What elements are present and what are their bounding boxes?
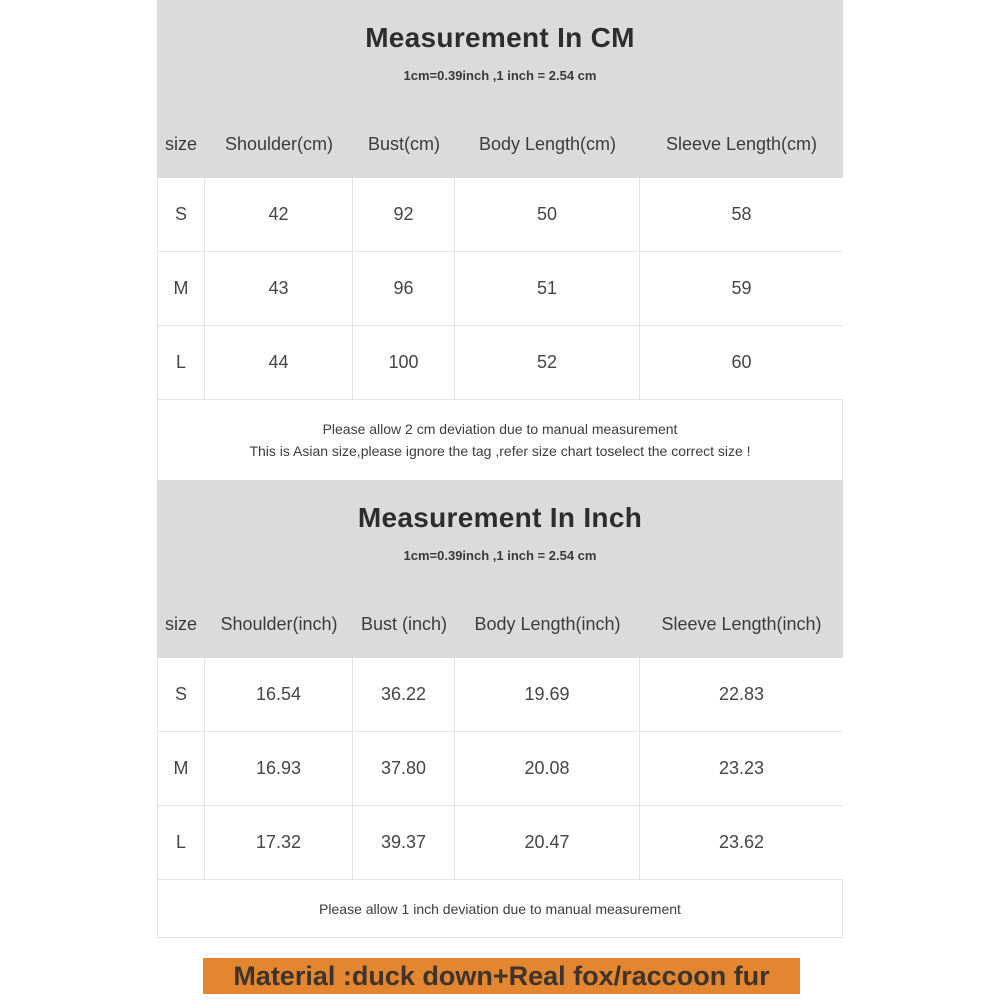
inch-col-size: size (164, 613, 197, 634)
inch-s-bust: 36.22 (353, 658, 455, 732)
inch-col-shoulder: Shoulder(inch) (220, 613, 338, 634)
cm-m-body-length: 51 (455, 252, 640, 326)
cm-l-shoulder: 44 (205, 326, 353, 400)
table-row (157, 658, 843, 732)
cm-m-shoulder: 43 (205, 252, 353, 326)
inch-conversion-note: 1cm=0.39inch ,1 inch = 2.54 cm (403, 548, 597, 563)
cm-section-title: Measurement In CM (365, 22, 635, 53)
inch-m-body-length: 20.08 (455, 732, 640, 806)
inch-notes (157, 880, 843, 938)
cm-l-bust: 100 (353, 326, 455, 400)
cm-s-sleeve-length: 58 (640, 178, 843, 252)
cm-section-title-block (157, 0, 843, 110)
cm-table-body (157, 178, 843, 400)
asian-size-note: This is Asian size,please ignore the tag ,refer size chart toselect the correct size ! (249, 443, 751, 459)
cm-m-size: M (157, 252, 205, 326)
cm-col-body-length: Body Length(cm) (478, 133, 617, 154)
inch-s-body-length: 19.69 (455, 658, 640, 732)
table-row (157, 326, 843, 400)
inch-l-shoulder: 17.32 (205, 806, 353, 880)
cm-conversion-note: 1cm=0.39inch ,1 inch = 2.54 cm (403, 68, 597, 83)
inch-col-bust: Bust (inch) (360, 613, 448, 634)
inch-s-size: S (157, 658, 205, 732)
table-row (157, 732, 843, 806)
cm-s-shoulder: 42 (205, 178, 353, 252)
table-row (157, 252, 843, 326)
cm-m-sleeve-length: 59 (640, 252, 843, 326)
cm-m-bust: 96 (353, 252, 455, 326)
inch-l-size: L (157, 806, 205, 880)
cm-table-column-headers (157, 110, 843, 178)
cm-l-body-length: 52 (455, 326, 640, 400)
inch-deviation-note: Please allow 1 inch deviation due to manual measurement (319, 900, 681, 917)
cm-col-size: size (164, 133, 197, 154)
inch-m-shoulder: 16.93 (205, 732, 353, 806)
cm-col-sleeve-length: Sleeve Length(cm) (665, 133, 818, 154)
cm-s-size: S (157, 178, 205, 252)
cm-l-sleeve-length: 60 (640, 326, 843, 400)
inch-col-sleeve-length: Sleeve Length(inch) (661, 613, 822, 634)
material-label: Material :duck down+Real fox/raccoon fur (233, 960, 770, 991)
inch-section-header (157, 480, 843, 658)
inch-section-title: Measurement In Inch (357, 502, 643, 533)
inch-table-body (157, 658, 843, 880)
material-banner (203, 958, 800, 994)
size-chart-content (157, 0, 843, 994)
inch-table-column-headers (157, 590, 843, 658)
cm-section-header (157, 0, 843, 178)
cm-deviation-note: Please allow 2 cm deviation due to manual measurement (322, 421, 678, 437)
inch-col-body-length: Body Length(inch) (474, 613, 621, 634)
inch-section-title-block (157, 480, 843, 590)
inch-m-bust: 37.80 (353, 732, 455, 806)
inch-m-size: M (157, 732, 205, 806)
cm-l-size: L (157, 326, 205, 400)
cm-col-bust: Bust(cm) (368, 133, 440, 154)
cm-s-bust: 92 (353, 178, 455, 252)
table-row (157, 178, 843, 252)
inch-m-sleeve-length: 23.23 (640, 732, 843, 806)
inch-l-sleeve-length: 23.62 (640, 806, 843, 880)
cm-notes (157, 400, 843, 480)
inch-l-body-length: 20.47 (455, 806, 640, 880)
inch-s-shoulder: 16.54 (205, 658, 353, 732)
cm-col-shoulder: Shoulder(cm) (224, 133, 334, 154)
inch-s-sleeve-length: 22.83 (640, 658, 843, 732)
cm-s-body-length: 50 (455, 178, 640, 252)
inch-l-bust: 39.37 (353, 806, 455, 880)
table-row (157, 806, 843, 880)
